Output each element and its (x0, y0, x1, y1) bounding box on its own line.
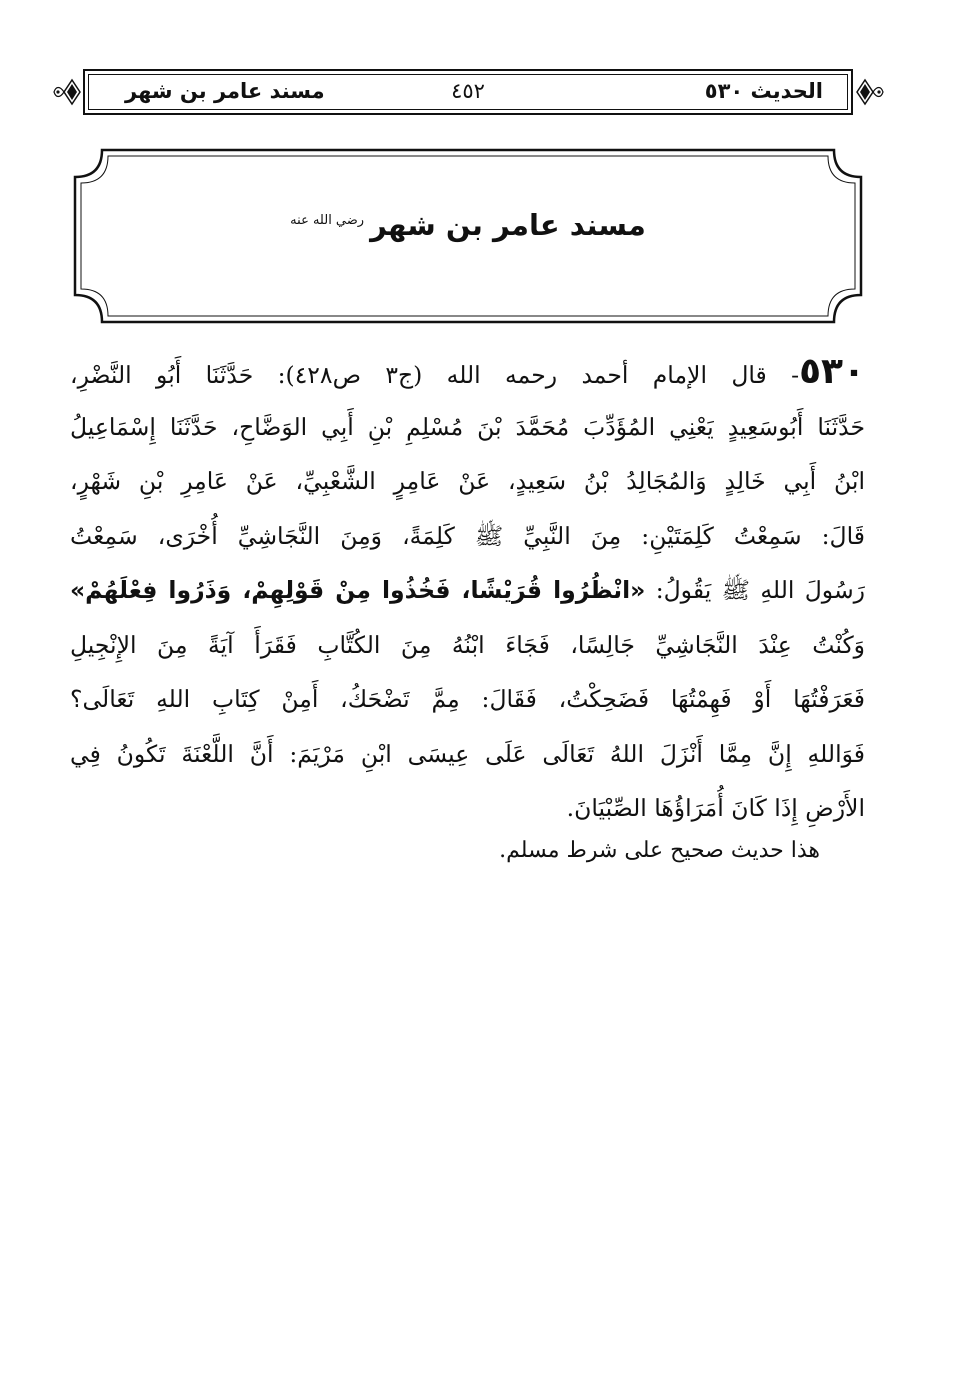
text-line: فَوَاللهِ إِنَّ مِمَّا أَنْزَلَ اللهُ تَعَالَى عَلَى عِيسَى ابْنِ مَرْيَمَ: أَنَّ اللَّعْنَةَ تَكُونُ فِي (70, 739, 865, 768)
text-line: ابْنُ أَبِي خَالِدٍ وَالمُجَالِدُ بْنُ سَعِيدٍ، عَنْ عَامِرٍ الشَّعْبِيِّ، عَنْ عَامِرِ بْنِ شَهْرٍ، (70, 467, 865, 495)
ornament-icon (855, 74, 885, 110)
line-text: - قال الإمام أحمد رحمه الله (ج٣ ص٤٢٨): حَدَّثَنَا أَبُو النَّضْرِ، (70, 361, 800, 389)
hadith-text (70, 345, 865, 836)
line-text: رَسُولَ اللهِ ﷺ يَقُولُ: (655, 576, 865, 604)
text-line (70, 563, 865, 618)
section-title-text: مسند عامر بن شهر (370, 208, 646, 242)
hadith-verdict: هذا حديث صحيح على شرط مسلم. (499, 838, 820, 863)
text-line: قَالَ: سَمِعْتُ كَلِمَتَيْنِ: مِنَ النَّبِيِّ ﷺ كَلِمَةً، وَمِنَ النَّجَاشِيِّ أُخْرَى، سَمِعْتُ (70, 521, 865, 550)
hadith-number: ٥٣٠ (799, 351, 865, 392)
text-line: وَكُنْتُ عِنْدَ النَّجَاشِيِّ جَالِسًا، فَجَاءَ ابْنُهُ مِنَ الكُتَّابِ فَقَرَأَ آيَةً مِنَ الإِنْجِيلِ (70, 630, 865, 659)
honorific-mark: رضي الله عنه (290, 213, 365, 229)
text-line: حَدَّثَنَا أَبُوسَعِيدٍ يَعْنِي المُؤَدِّبَ مُحَمَّدَ بْنَ مُسْلِمِ بْنِ أَبِي الوَضَّاحِ، حَدَّثَنَا إِسْمَاعِيلُ (70, 412, 865, 441)
text-line: الأَرْضِ إِذَا كَانَ أُمَرَاؤُهَا الصِّبْيَانَ. (566, 794, 865, 822)
header-hadith-number: الحديث ٥٣٠ (704, 79, 823, 103)
header-musnad-title: مسند عامر بن شهر (125, 79, 325, 103)
running-header (83, 69, 853, 115)
ornament-icon (52, 74, 82, 110)
text-line (70, 345, 865, 400)
section-title (72, 208, 864, 242)
prophetic-quote: «انْظُرُوا قُرَيْشًا، فَخُذُوا مِنْ قَوْلِهِمْ، وَذَرُوا فِعْلَهُمْ» (70, 576, 646, 604)
text-line: فَعَرَفْتُهَا أَوْ فَهِمْتُهَا فَضَحِكْتُ، فَقَالَ: مِمَّ تَضْحَكُ، أَمِنْ كِتَابِ اللهِ تَعَالَى؟ (70, 685, 865, 713)
page-number: ٤٥٢ (451, 79, 485, 103)
